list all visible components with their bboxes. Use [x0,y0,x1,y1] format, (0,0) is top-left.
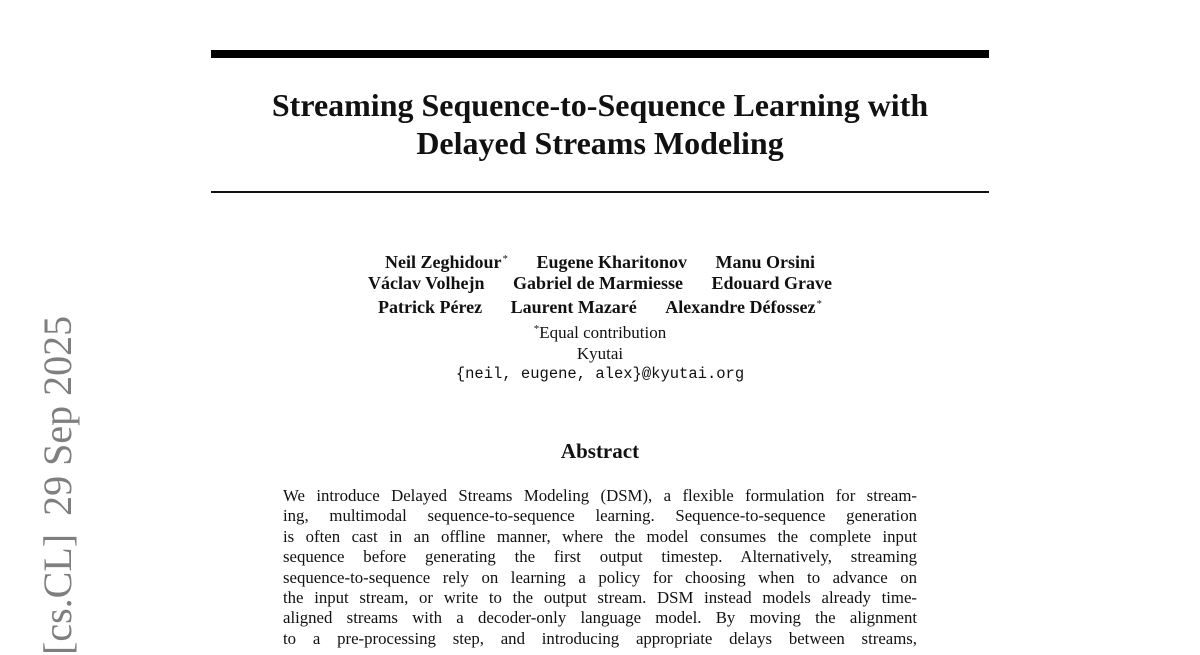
author-name: Manu Orsini [715,252,816,272]
author-name: Eugene Kharitonov [536,252,687,272]
contact-email: {neil, eugene, alex}@kyutai.org [455,365,745,383]
abstract-line: to a pre-processing step, and introducing appropriate delays between streams, [283,628,917,648]
author-row [211,294,989,318]
author-list [211,249,989,318]
title-line: Streaming Sequence-to-Sequence Learning with [271,87,929,123]
title-top-rule [211,50,989,58]
title-line: Delayed Streams Modeling [416,125,784,161]
equal-contribution-note [211,319,989,343]
arxiv-category: [cs.CL] [35,533,80,655]
abstract-heading: Abstract [560,439,640,463]
author-name: Alexandre Défossez [665,297,816,317]
affiliation-block [211,319,989,385]
author-name: Patrick Pérez [378,297,483,317]
author-name: Laurent Mazaré [510,297,637,317]
author [711,273,832,294]
title-bottom-rule [211,191,989,193]
equal-contribution-mark: * [533,323,540,335]
author [511,297,637,318]
author [385,249,508,273]
equal-contribution-mark: * [816,298,822,310]
arxiv-sidebar-stamp [35,298,80,655]
author-row [211,273,989,294]
abstract-line: the input stream, or write to the output stream. DSM instead models already time- [283,588,917,608]
equal-contribution-mark: * [502,253,508,265]
abstract-line: aligned streams with a decoder-only language model. By moving the alignment [283,608,917,628]
abstract-line: sequence before generating the first output timestep. Alternatively, streaming [283,547,917,567]
author-row [211,249,989,273]
author [716,252,816,273]
author-name: Gabriel de Marmiesse [513,273,683,293]
author-name: Václav Volhejn [367,273,485,293]
author-name: Edouard Grave [711,273,832,293]
author [665,294,822,318]
abstract-body [283,486,917,649]
abstract-line: ing, multimodal sequence-to-sequence learning. Sequence-to-sequence generation [283,506,917,526]
abstract-line: is often cast in an offline manner, where the model consumes the complete input [283,526,917,546]
author [513,273,683,294]
author [378,297,482,318]
abstract-line: sequence-to-sequence rely on learning a policy for choosing when to advance on [283,567,917,587]
paper-title [211,86,989,162]
arxiv-date: 29 Sep 2025 [35,315,80,516]
author-name: Neil Zeghidour [384,252,502,272]
abstract-line: We introduce Delayed Streams Modeling (DSM), a flexible formulation for stream- [283,486,917,505]
author [368,273,485,294]
author [536,252,687,273]
organization: Kyutai [576,344,624,363]
equal-contribution-text: Equal contribution [539,323,667,342]
